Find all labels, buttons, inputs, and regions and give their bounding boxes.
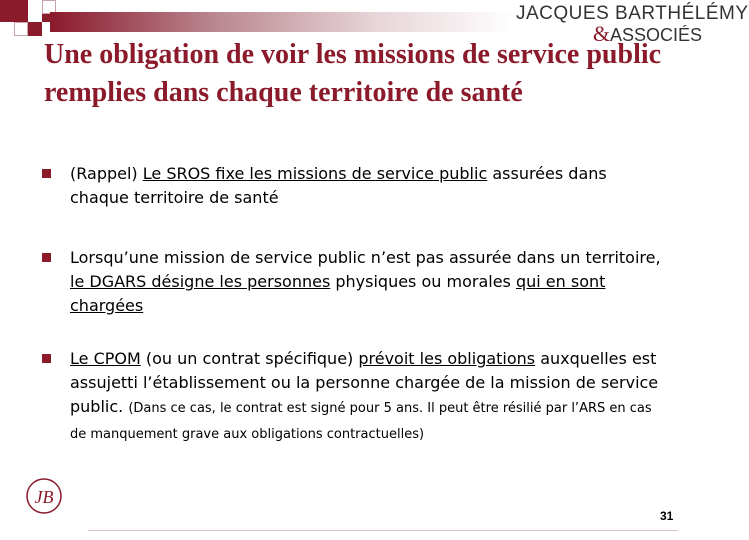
jb-monogram-logo bbox=[24, 470, 64, 522]
corner-square-filled bbox=[0, 0, 28, 22]
bullet-text: (Rappel) Le SROS fixe les missions de service public assurées dans chaque territoire de santé bbox=[70, 164, 607, 207]
bullet-text: Le CPOM (ou un contrat spécifique) prévoit les obligations auxquelles est assujetti l’établissement ou la personne chargée de la mission de service public. (Dans ce cas, le contrat est signé pour 5 ans. Il peut être résilié par l’ARS en cas de manquement grave aux obligations contractuelles) bbox=[70, 349, 659, 442]
bullet-square-icon bbox=[42, 169, 51, 178]
brand-name-part2: BARTHÉLÉMY bbox=[615, 3, 749, 24]
bullet-item bbox=[42, 347, 662, 447]
bullet-note: (Dans ce cas, le contrat est signé pour 5 ans. Il peut être résilié par l’ARS en cas de manquement grave aux obligations contractuelles) bbox=[70, 401, 652, 442]
page-number: 31 bbox=[660, 509, 674, 523]
brand-name-part1: JACQUES bbox=[516, 3, 610, 24]
footer-divider bbox=[88, 530, 678, 531]
bullet-item bbox=[42, 162, 662, 210]
bullet-square-icon bbox=[42, 253, 51, 262]
underlined-text: le DGARS désigne les personnes bbox=[70, 272, 331, 291]
corner-square-tiny bbox=[42, 14, 50, 22]
brand-name-part3: ASSOCIÉS bbox=[609, 25, 702, 45]
underlined-text: Le SROS fixe les missions de service public bbox=[142, 164, 488, 183]
underlined-text: prévoit les obligations bbox=[358, 349, 536, 368]
slide-title: Une obligation de voir les missions de service public remplies dans chaque territoire de santé bbox=[44, 39, 662, 108]
bullet-square-icon bbox=[42, 354, 51, 363]
header-gradient-bar bbox=[50, 12, 515, 32]
bullet-text: Lorsqu’une mission de service public n’est pas assurée dans un territoire, le DGARS désigne les personnes physiques ou morales qui en sont chargées bbox=[70, 248, 661, 315]
bullet-item bbox=[42, 246, 662, 318]
corner-square-outline bbox=[14, 22, 28, 36]
svg-text:JB: JB bbox=[34, 487, 54, 507]
underlined-text: Le CPOM bbox=[70, 349, 141, 368]
underlined-text: qui en sont chargées bbox=[70, 272, 606, 315]
corner-square-filled-small bbox=[28, 22, 42, 36]
brand-ampersand: & bbox=[592, 21, 610, 46]
